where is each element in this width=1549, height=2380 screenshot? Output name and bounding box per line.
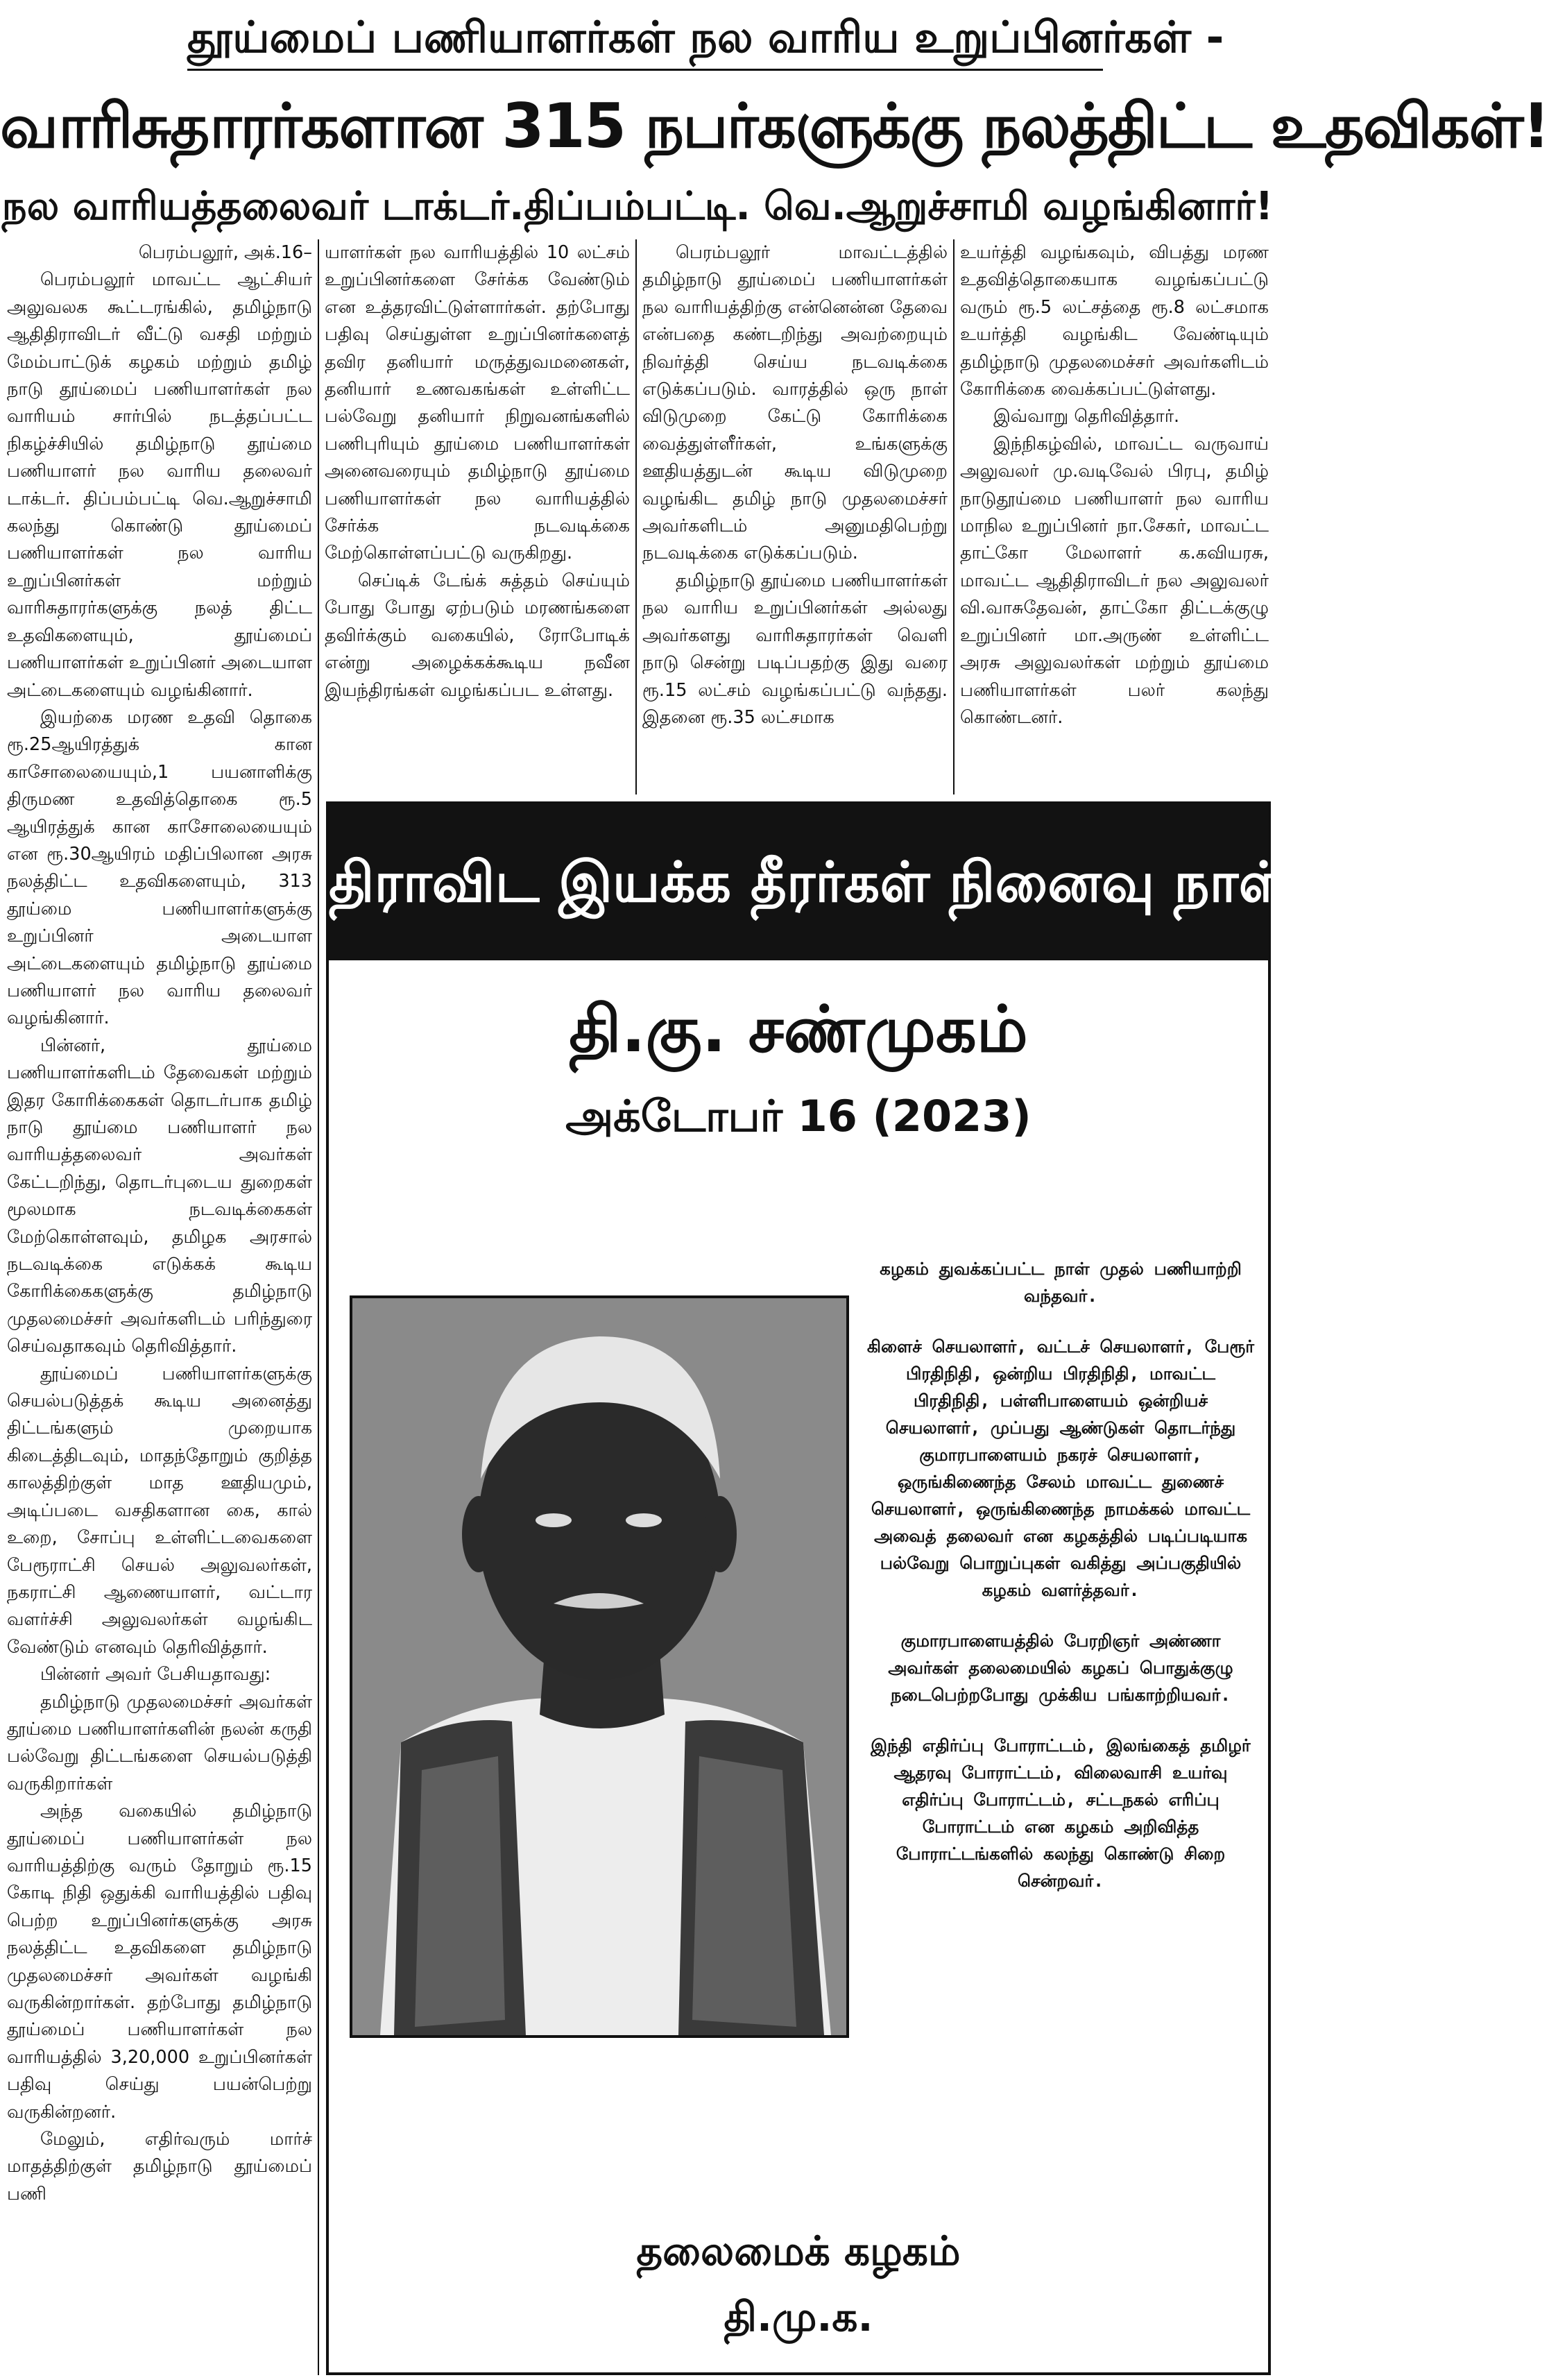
article-paragraph: தமிழ்நாடு முதலமைச்சர் அவர்கள் தூய்மை பணியாளர்களின் நலன் கருதி பல்வேறு திட்டங்களை செயல்படுத்தி வருகிறார்கள் <box>7 1691 312 1794</box>
article-paragraph: பெரம்பலூர் மாவட்டத்தில் தமிழ்நாடு தூய்மைப் பணியாளர்கள் நல வாரியத்திற்கு என்னென்ன தேவை என்பதை கண்டறிந்து அவற்றையும் நிவர்த்தி செய்ய நடவடிக்கை எடுக்கப்படும். வாரத்தில் ஒரு நாள் விடுமுறை கேட்டு கோரிக்கை வைத்துள்ளீர்கள், உங்களுக்கு ஊதியத்துடன் கூடிய விடுமுறை வழங்கிட தமிழ் நாடு முதலமைச்சர் அவர்களிடம் அனுமதிபெற்று நடவடிக்கை எடுக்கப்படும். <box>642 242 948 564</box>
memorial-banner: திராவிட இயக்க தீரர்கள் நினைவு நாள் <box>329 804 1268 960</box>
memorial-footer-party: தி.மு.க. <box>724 2293 873 2340</box>
article-paragraph: மேலும், எதிர்வரும் மார்ச் மாதத்திற்குள் தமிழ்நாடு தூய்மைப் பணி <box>7 2129 312 2204</box>
article-column-1 <box>7 239 312 2375</box>
article-column-2 <box>325 239 630 794</box>
article-paragraph: இந்நிகழ்வில், மாவட்ட வருவாய் அலுவலர் மு.வடிவேல் பிரபு, தமிழ் நாடுதூய்மை பணியாளர் நல வாரிய மாநில உறுப்பினர் நா.சேகர், மாவட்ட தாட்கோ மேலாளர் க.கவியரசு, மாவட்ட ஆதிதிராவிடர் நல அலுவலர் வி.வாசுதேவன், தாட்கோ திட்டக்குழு உறுப்பினர் மா.அருண் உள்ளிட்ட அரசு அலுவலர்கள் மற்றும் தூய்மை பணியாளர்கள் பலர் கலந்து கொண்டனர். <box>960 433 1269 728</box>
bio-paragraph: குமாரபாளையத்தில் பேரறிஞர் அண்ணா அவர்கள் தலைமையில் கழகப் பொதுக்குழு நடைபெற்றபோது முக்கிய பங்காற்றியவர். <box>888 1631 1233 1705</box>
column-rule <box>953 239 955 794</box>
portrait-illustration <box>352 1298 846 2035</box>
article-paragraph: செப்டிக் டேங்க் சுத்தம் செய்யும் போது போது ஏற்படும் மரணங்களை தவிர்க்கும் வகையில், ரோபோடிக் என்று அழைக்கக்கூடிய நவீன இயந்திரங்கள் வழங்கப்பட உள்ளது. <box>325 570 630 701</box>
article-paragraph: இயற்கை மரண உதவி தொகை ரூ.25ஆயிரத்துக் கான காசோலையையும்,1 பயனாளிக்கு திருமண உதவித்தொகை ரூ.5 ஆயிரத்துக் கான காசோலையையும் என ரூ.30ஆயிரம் மதிப்பிலான அரசு நலத்திட்ட உதவிகளையும், 313 தூய்மை பணியாளர்களுக்கு உறுப்பினர் அடையாள அட்டைகளையும் தமிழ்நாடு தூய்மை பணியாளர் நல வாரிய தலைவர் வழங்கினார். <box>7 706 312 1029</box>
memorial-notice <box>326 801 1289 2375</box>
article-column-4 <box>960 239 1269 794</box>
sub-headline: நல வாரியத்தலைவர் டாக்டர்.திப்பம்பட்டி. வெ.ஆறுச்சாமி வழங்கினார்! <box>1 184 1274 229</box>
kicker-headline: தூய்மைப் பணியாளர்கள் நல வாரிய உறுப்பினர்கள் - <box>187 10 1103 71</box>
column-rule <box>635 239 637 794</box>
article-paragraph: தமிழ்நாடு தூய்மை பணியாளர்கள் நல வாரிய உறுப்பினர்கள் அல்லது அவர்களது வாரிசுதாரர்கள் வெளி நாடு சென்று படிப்பதற்கு இது வரை ரூ.15 லட்சம் வழங்கப்பட்டு வந்தது. இதனை ரூ.35 லட்சமாக <box>642 570 948 728</box>
article-paragraph: யாளர்கள் நல வாரியத்தில் 10 லட்சம் உறுப்பினர்களை சேர்க்க வேண்டும் என உத்தரவிட்டுள்ளார்கள். தற்போது பதிவு செய்துள்ள உறுப்பினர்களைத் தவிர தனியார் மருத்துவமனைகள், தனியார் உணவகங்கள் உள்ளிட்ட பல்வேறு தனியார் நிறுவனங்களில் பணிபுரியும் தூய்மை பணியாளர்கள் அனைவரையும் தமிழ்நாடு தூய்மை பணியாளர்கள் நல வாரியத்தில் சேர்க்க நடவடிக்கை மேற்கொள்ளப்பட்டு வருகிறது. <box>325 242 630 564</box>
article-column-3 <box>642 239 948 794</box>
article-dateline: பெரம்பலூர், அக்.16– <box>138 242 312 263</box>
column-rule <box>318 239 319 2375</box>
article-paragraph: பின்னர், தூய்மை பணியாளர்களிடம் தேவைகள் மற்றும் இதர கோரிக்கைகள் தொடர்பாக தமிழ் நாடு தூய்மை பணியாளர் நல வாரியத்தலைவர் அவர்கள் கேட்டறிந்து, தொடர்புடைய துறைகள் மூலமாக நடவடிக்கைகள் மேற்கொள்ளவும், தமிழக அரசால் நடவடிக்கை எடுக்கக் கூடிய கோரிக்கைகளுக்கு தமிழ்நாடு முதலமைச்சர் அவர்களிடம் பரிந்துரை செய்வதாகவும் தெரிவித்தார். <box>7 1035 312 1357</box>
bio-paragraph: கழகம் துவக்கப்பட்ட நாள் முதல் பணியாற்றி வந்தவர். <box>880 1259 1242 1306</box>
portrait-photo <box>350 1295 849 2038</box>
article-paragraph: தூய்மைப் பணியாளர்களுக்கு செயல்படுத்தக் கூடிய அனைத்து திட்டங்களும் முறையாக கிடைத்திடவும், மாதந்தோறும் குறித்த காலத்திற்குள் மாத ஊதியமும், அடிப்படை வசதிகளான கை, கால் உறை, சோப்பு உள்ளிட்டவைகளை பேரூராட்சி செயல் அலுவலர்கள், நகராட்சி ஆணையாளர், வட்டார வளர்ச்சி அலுவலர்கள் வழங்கிட வேண்டும் எனவும் தெரிவித்தார். <box>7 1363 312 1658</box>
memorial-biography <box>863 1255 1258 2178</box>
memorial-footer-issuer: தலைமைக் கழகம் <box>636 2227 961 2275</box>
bio-paragraph: கிளைச் செயலாளர், வட்டச் செயலாளர், பேரூர் பிரதிநிதி, ஒன்றிய பிரதிநிதி, மாவட்ட பிரதிநிதி, பள்ளிபாளையம் ஒன்றியச் செயலாளர், முப்பது ஆண்டுகள் தொடர்ந்து குமாரபாளையம் நகரச் செயலாளர், ஒருங்கிணைந்த சேலம் மாவட்ட துணைச் செயலாளர், ஒருங்கிணைந்த நாமக்கல் மாவட்ட அவைத் தலைவர் என கழகத்தில் படிப்படியாக பல்வேறு பொறுப்புகள் வகித்து அப்பகுதியில் கழகம் வளர்த்தவர். <box>866 1336 1255 1600</box>
article-paragraph: உயர்த்தி வழங்கவும், விபத்து மரண உதவித்தொகையாக வழங்கப்பட்டு வரும் ரூ.5 லட்சத்தை ரூ.8 லட்சமாக உயர்த்தி வழங்கிட வேண்டியும் தமிழ்நாடு முதலமைச்சர் அவர்களிடம் கோரிக்கை வைக்கப்பட்டுள்ளது. <box>960 242 1269 400</box>
bio-paragraph: இந்தி எதிர்ப்பு போராட்டம், இலங்கைத் தமிழர் ஆதரவு போராட்டம், விலைவாசி உயர்வு எதிர்ப்பு போராட்டம், சட்டநகல் எரிப்பு போராட்டம் என கழகம் அறிவித்த போராட்டங்களில் கலந்து கொண்டு சிறை சென்றவர். <box>871 1735 1251 1891</box>
article-paragraph: அந்த வகையில் தமிழ்நாடு தூய்மைப் பணியாளர்கள் நல வாரியத்திற்கு வரும் தோறும் ரூ.15 கோடி நிதி ஒதுக்கி வாரியத்தில் பதிவு பெற்ற உறுப்பினர்களுக்கு அரசு நலத்திட்ட உதவிகளை தமிழ்நாடு முதலமைச்சர் அவர்கள் வழங்கி வருகின்றார்கள். தற்போது தமிழ்நாடு தூய்மைப் பணியாளர்கள் நல வாரியத்தில் 3,20,000 உறுப்பினர்கள் பதிவு செய்து பயன்பெற்று வருகின்றனர். <box>7 1801 312 2123</box>
article-paragraph: பின்னர் அவர் பேசியதாவது: <box>40 1664 271 1685</box>
memorial-name: தி.கு. சண்முகம் <box>569 992 1028 1066</box>
article-paragraph: இவ்வாறு தெரிவித்தார். <box>993 406 1180 427</box>
memorial-date: அக்டோபர் 16 (2023) <box>565 1091 1032 1141</box>
main-headline: வாரிசுதாரர்களான 315 நபர்களுக்கு நலத்திட்ட உதவிகள்! <box>0 90 1549 162</box>
article-paragraph: பெரம்பலூர் மாவட்ட ஆட்சியர் அலுவலக கூட்டரங்கில், தமிழ்நாடு ஆதிதிராவிடர் வீட்டு வசதி மற்றும் மேம்பாட்டுக் கழகம் மற்றும் தமிழ் நாடு தூய்மைப் பணியாளர்கள் நல வாரியம் சார்பில் நடத்தப்பட்ட நிகழ்ச்சியில் தமிழ்நாடு தூய்மை பணியாளர் நல வாரிய தலைவர் டாக்டர். திப்பம்பட்டி வெ.ஆறுச்சாமி கலந்து கொண்டு தூய்மைப் பணியாளர்கள் நல வாரிய உறுப்பினர்கள் மற்றும் வாரிசுதாரர்களுக்கு நலத் திட்ட உதவிகளையும், தூய்மைப் பணியாளர்கள் உறுப்பினர் அடையாள அட்டைகளையும் வழங்கினார். <box>7 269 312 701</box>
